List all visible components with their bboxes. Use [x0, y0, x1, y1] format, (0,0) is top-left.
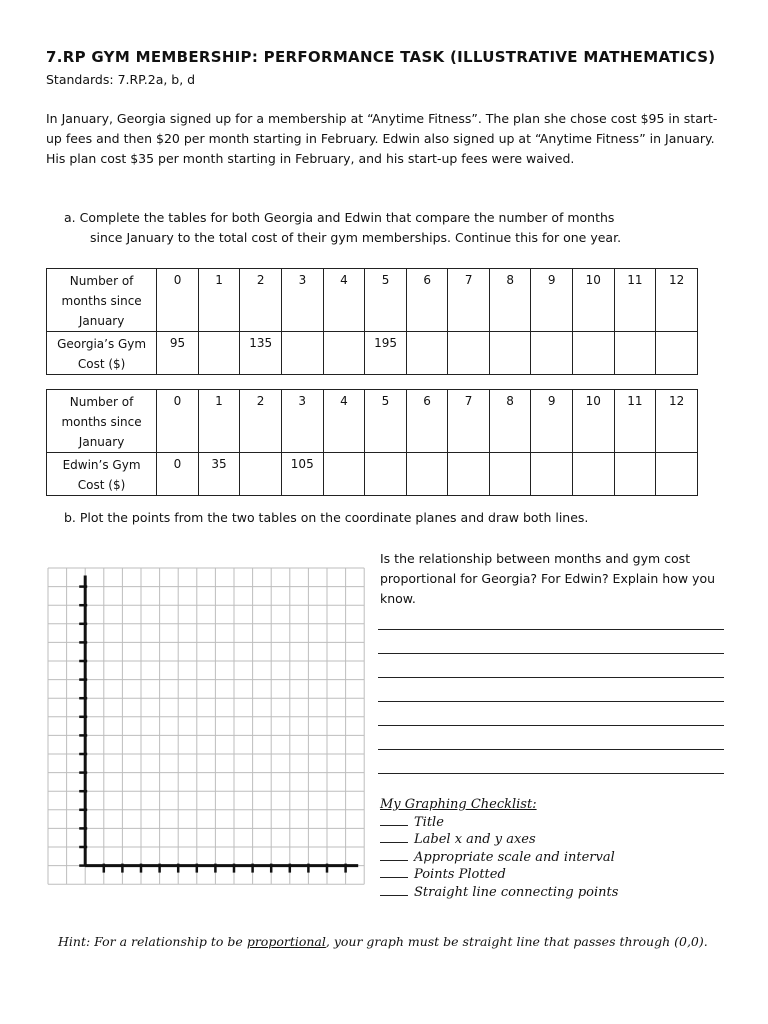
- edwin-cost-cell[interactable]: 0: [157, 453, 199, 496]
- hint-text: [58, 934, 718, 950]
- georgia-cost-cell[interactable]: [323, 332, 365, 375]
- georgia-month-cell: 5: [365, 269, 407, 332]
- georgia-cost-cell[interactable]: [198, 332, 240, 375]
- georgia-cost-cell[interactable]: [531, 332, 573, 375]
- answer-line[interactable]: [378, 773, 724, 774]
- edwin-cost-cell[interactable]: [572, 453, 614, 496]
- intro-paragraph: In January, Georgia signed up for a membership at “Anytime Fitness”. The plan she chose cost $95 in start-up fees and then $20 per month starting in February. Edwin also signed up at “Anytime Fitness” in January. His plan cost $35 per month starting in February, and his start-up fees were waived.: [46, 111, 718, 166]
- checklist-blank[interactable]: [380, 866, 408, 878]
- graphing-checklist: [380, 796, 618, 901]
- georgia-cost-cell[interactable]: 135: [240, 332, 282, 375]
- georgia-months-label: Number of months since January: [47, 269, 157, 332]
- hint-suffix: , your graph must be straight line that passes through (0,0).: [325, 934, 708, 949]
- georgia-cost-cell[interactable]: [282, 332, 324, 375]
- edwin-month-cell: 4: [323, 390, 365, 453]
- georgia-month-cell: 8: [489, 269, 531, 332]
- checklist-blank[interactable]: [380, 814, 408, 826]
- answer-line[interactable]: [378, 749, 724, 750]
- edwin-month-cell: 2: [240, 390, 282, 453]
- checklist-item-label: Points Plotted: [414, 867, 506, 882]
- georgia-cost-cell[interactable]: [614, 332, 656, 375]
- edwin-cost-cell[interactable]: [406, 453, 448, 496]
- edwin-cost-cell[interactable]: [531, 453, 573, 496]
- georgia-month-cell: 1: [198, 269, 240, 332]
- checklist-item[interactable]: [380, 849, 618, 867]
- checklist-item-label: Title: [414, 814, 444, 830]
- georgia-cost-cell[interactable]: 195: [365, 332, 407, 375]
- checklist-blank[interactable]: [380, 884, 408, 896]
- edwin-cost-cell[interactable]: [240, 453, 282, 496]
- edwin-cost-row: [47, 453, 698, 496]
- georgia-months-row: [47, 269, 698, 332]
- georgia-cost-cell[interactable]: [489, 332, 531, 375]
- page-title: 7.RP GYM MEMBERSHIP: PERFORMANCE TASK (ILLUSTRATIVE MATHEMATICS): [46, 48, 716, 66]
- georgia-cost-cell[interactable]: [406, 332, 448, 375]
- edwin-cost-cell[interactable]: [448, 453, 490, 496]
- georgia-month-cell: 6: [406, 269, 448, 332]
- answer-line[interactable]: [378, 629, 724, 630]
- edwin-month-cell: 7: [448, 390, 490, 453]
- part-a-instructions: [64, 208, 704, 248]
- georgia-month-cell: 3: [282, 269, 324, 332]
- edwin-month-cell: 9: [531, 390, 573, 453]
- edwin-month-cell: 0: [157, 390, 199, 453]
- georgia-month-cell: 4: [323, 269, 365, 332]
- edwin-month-cell: 3: [281, 390, 323, 453]
- edwin-month-cell: 1: [198, 390, 240, 453]
- edwin-cost-label: Edwin’s Gym Cost ($): [47, 453, 157, 496]
- edwin-month-cell: 8: [489, 390, 531, 453]
- georgia-month-cell: 9: [531, 269, 573, 332]
- answer-line[interactable]: [378, 677, 724, 678]
- edwin-cost-cell[interactable]: [614, 453, 656, 496]
- checklist-item[interactable]: [380, 884, 618, 902]
- edwin-months-row: [47, 390, 698, 453]
- coordinate-grid[interactable]: [40, 560, 370, 900]
- checklist-item-label: Appropriate scale and interval: [414, 849, 615, 865]
- edwin-cost-cell[interactable]: [323, 453, 365, 496]
- georgia-cost-label: Georgia’s Gym Cost ($): [47, 332, 157, 375]
- georgia-month-cell: 7: [448, 269, 490, 332]
- proportional-question: Is the relationship between months and gym cost proportional for Georgia? For Edwin? Explain how you know.: [380, 551, 716, 606]
- hint-prefix: Hint: For a relationship to be: [58, 934, 247, 949]
- edwin-cost-cell[interactable]: [365, 453, 407, 496]
- edwin-month-cell: 6: [406, 390, 448, 453]
- edwin-month-cell: 12: [656, 390, 698, 453]
- answer-line[interactable]: [378, 701, 724, 702]
- answer-line[interactable]: [378, 653, 724, 654]
- hint-emphasis: proportional: [246, 934, 326, 949]
- edwin-cost-cell[interactable]: 35: [198, 453, 240, 496]
- edwin-cost-cell[interactable]: [656, 453, 698, 496]
- georgia-cost-cell[interactable]: [572, 332, 614, 375]
- georgia-cost-cell[interactable]: [448, 332, 490, 375]
- part-a-line2: since January to the total cost of their gym memberships. Continue this for one year.: [90, 230, 622, 245]
- edwin-table: [46, 389, 698, 496]
- edwin-month-cell: 5: [365, 390, 407, 453]
- checklist-item-label: Label x and y axes: [414, 832, 536, 847]
- georgia-month-cell: 12: [656, 269, 698, 332]
- edwin-cost-cell[interactable]: [489, 453, 531, 496]
- standards-text: Standards: 7.RP.2a, b, d: [46, 72, 196, 87]
- part-b-instructions: b. Plot the points from the two tables on the coordinate planes and draw both lines.: [64, 510, 589, 525]
- georgia-cost-cell[interactable]: [656, 332, 698, 375]
- checklist-item[interactable]: [380, 866, 618, 884]
- georgia-cost-row: [47, 332, 698, 375]
- checklist-item-label: Straight line connecting points: [414, 884, 619, 900]
- checklist-title: My Graphing Checklist:: [380, 797, 537, 812]
- georgia-month-cell: 11: [614, 269, 656, 332]
- georgia-month-cell: 0: [157, 269, 199, 332]
- georgia-table: [46, 268, 698, 375]
- answer-line[interactable]: [378, 725, 724, 726]
- georgia-month-cell: 2: [240, 269, 282, 332]
- part-a-line1: a. Complete the tables for both Georgia and Edwin that compare the number of months: [64, 210, 615, 225]
- checklist-blank[interactable]: [380, 831, 408, 843]
- edwin-month-cell: 10: [572, 390, 614, 453]
- edwin-cost-cell[interactable]: 105: [281, 453, 323, 496]
- checklist-item[interactable]: [380, 814, 618, 832]
- georgia-cost-cell[interactable]: 95: [157, 332, 199, 375]
- georgia-month-cell: 10: [572, 269, 614, 332]
- edwin-month-cell: 11: [614, 390, 656, 453]
- edwin-months-label: Number of months since January: [47, 390, 157, 453]
- checklist-item[interactable]: [380, 831, 618, 849]
- grid-lines: [48, 568, 364, 884]
- checklist-blank[interactable]: [380, 849, 408, 861]
